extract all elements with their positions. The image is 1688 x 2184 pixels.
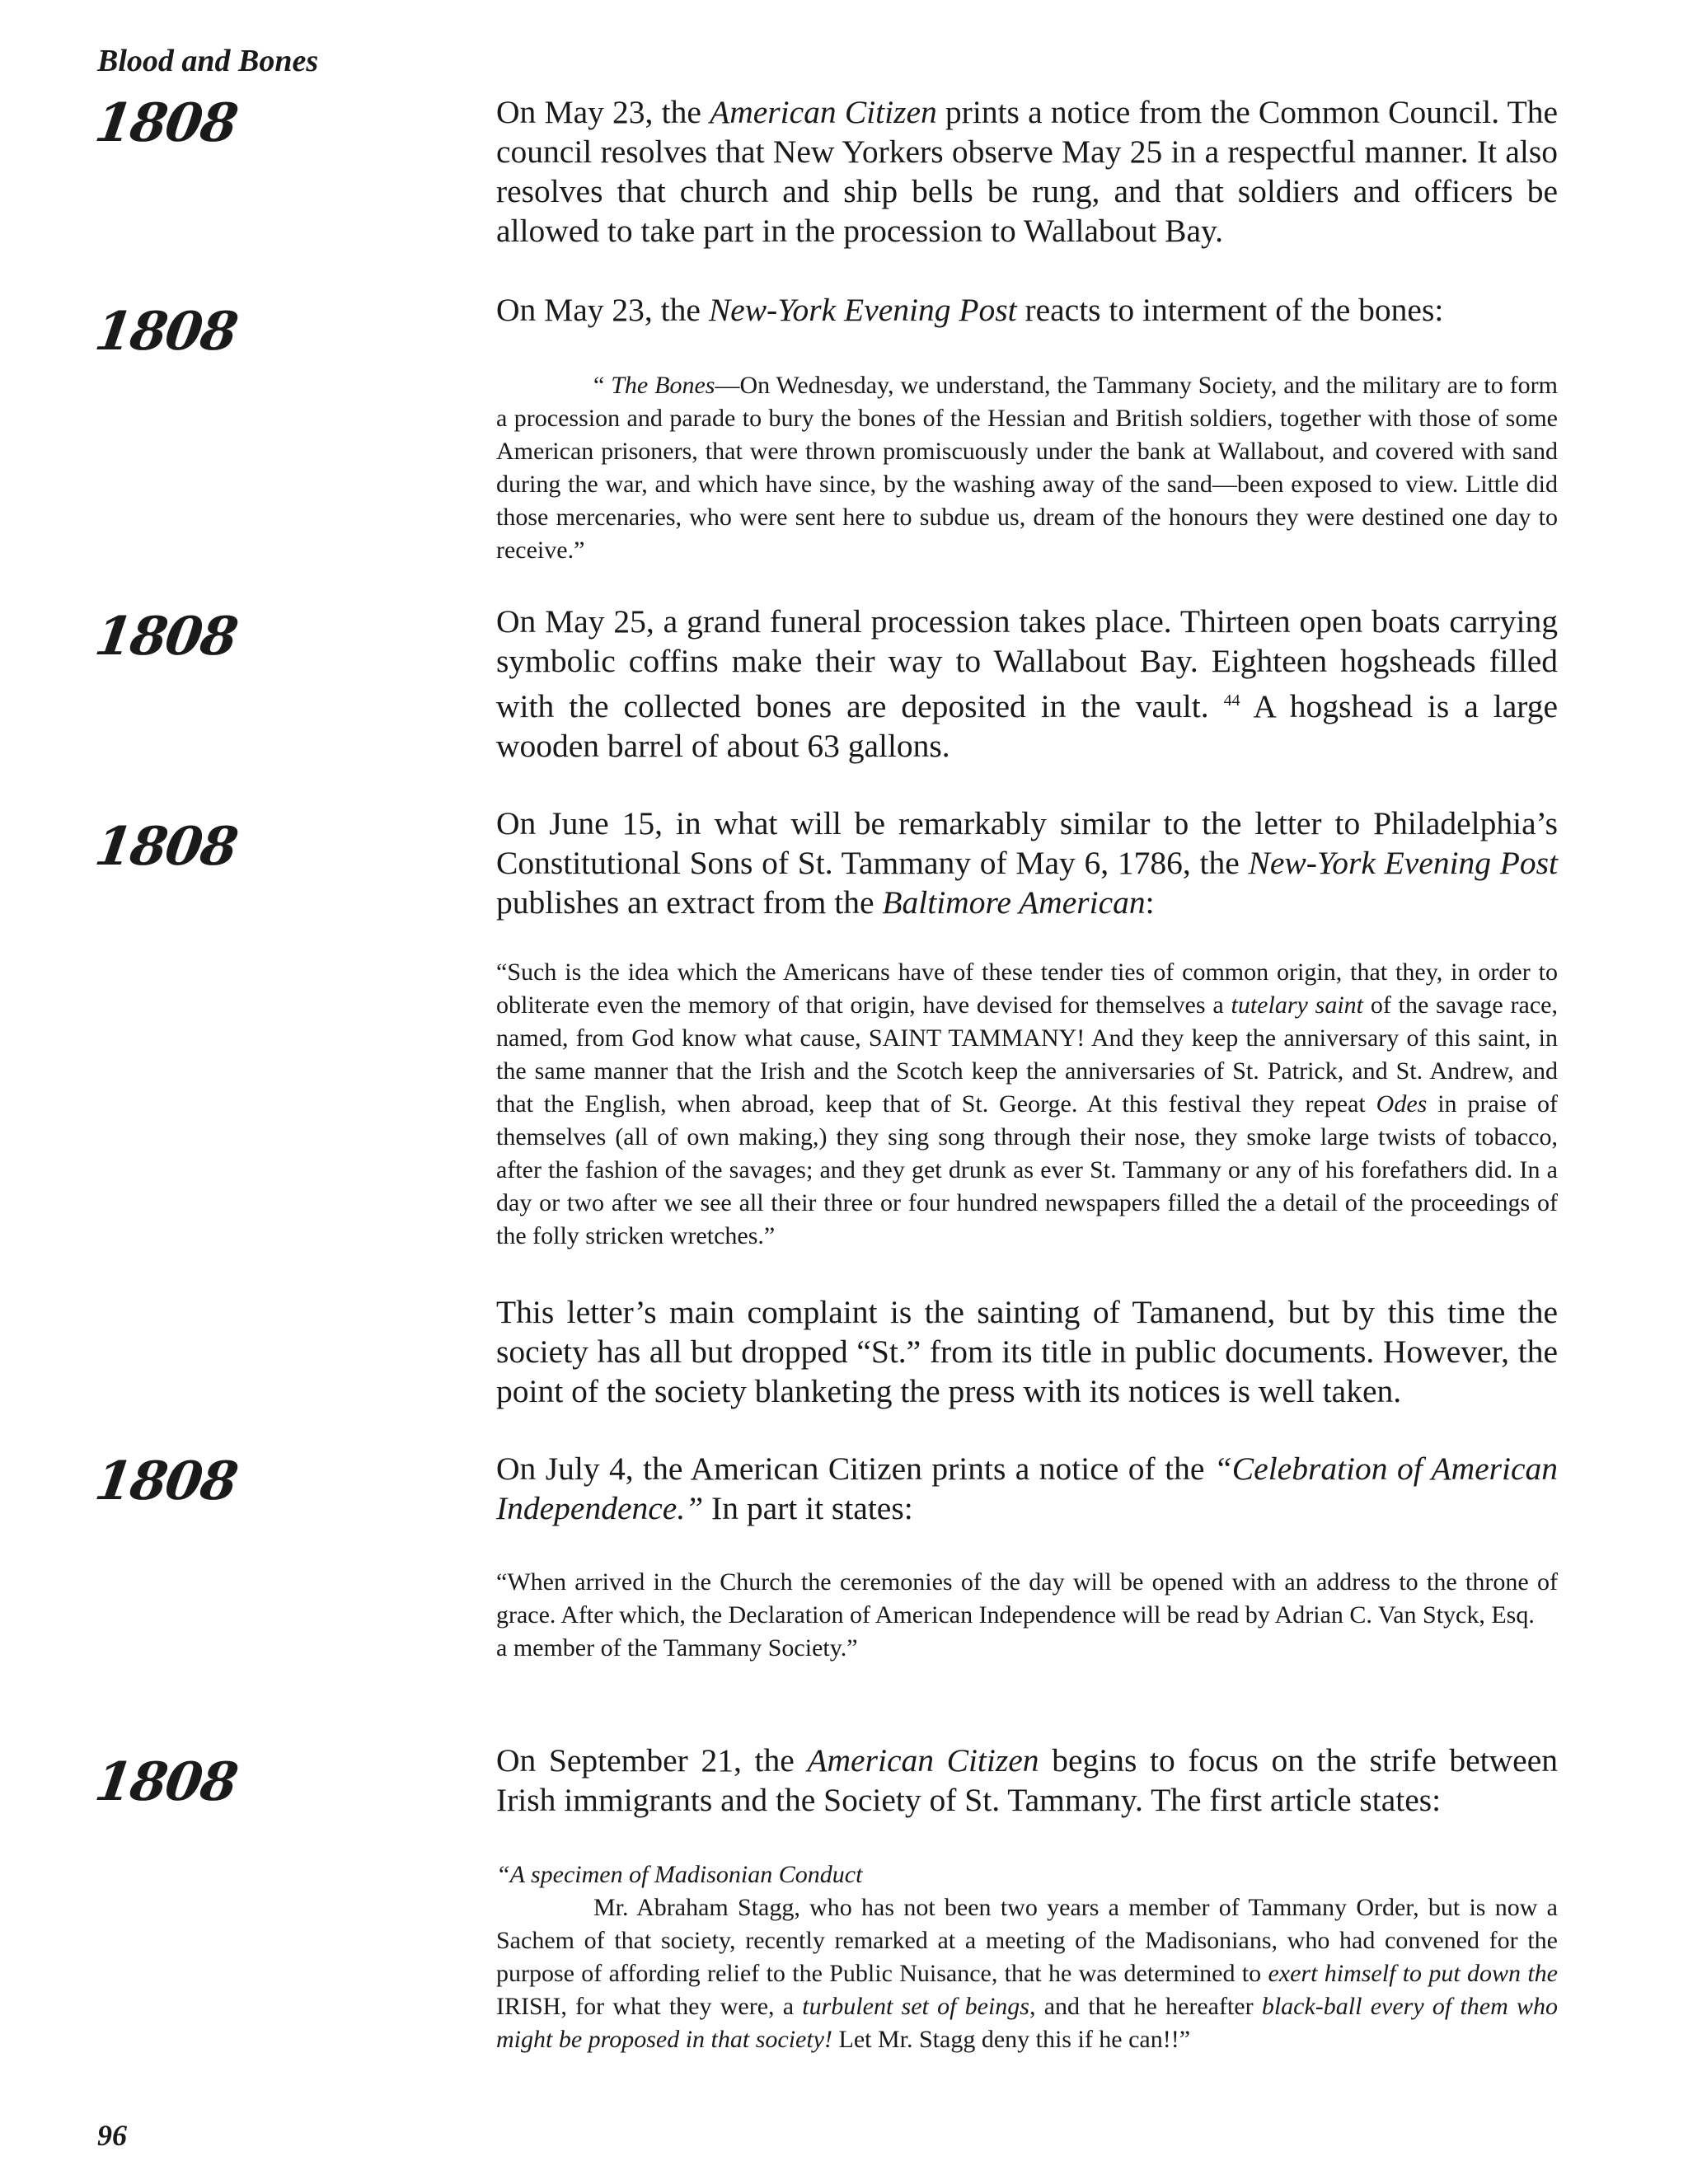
- entry-paragraph: On May 23, the New-York Evening Post reacts to interment of the bones:: [496, 292, 1444, 328]
- year-label: 1808: [91, 92, 241, 154]
- block-quote: “When arrived in the Church the ceremonies of the day will be opened with an address to the throne of grace. After which, the Declaration of American Independence will be read by Adrian C. Van Styck, Esq. a member of the Tammany Society.”: [496, 1568, 1558, 1661]
- block-quote: “A specimen of Madisonian Conduct Mr. Abraham Stagg, who has not been two years a member of Tammany Order, but is now a Sachem of that society, recently remarked at a meeting of the Madisonians, who had convened for the purpose of affording relief to the Public Nuisance, that he was determined to exert himself to put down the IRISH, for what they were, a turbulent set of beings, and that he hereafter black-ball every of them who might be proposed in that society! Let Mr. Stagg deny this if he can!!”: [496, 1861, 1559, 2053]
- entry-paragraph: On September 21, the American Citizen begins to focus on the strife between Irish immigrants and the Society of St. Tammany. The first article states:: [496, 1742, 1558, 1818]
- year-label: 1808: [91, 1751, 241, 1813]
- year-label: 1808: [91, 816, 241, 878]
- entry-paragraph: On May 25, a grand funeral procession takes place. Thirteen open boats carrying symbolic coffins make their way to Wallabout Bay. Eighteen hogsheads filled with the collected bones are deposited in the vault. $^{44}$ A hogshead is a large wooden barrel of about 63 gallons.: [496, 603, 1559, 764]
- entry-paragraph: On July 4, the American Citizen prints a notice of the “Celebration of American Independence.” In part it states:: [496, 1451, 1559, 1526]
- block-quote: “Such is the idea which the Americans have of these tender ties of common origin, that they, in order to obliterate even the memory of that origin, have devised for themselves a tutelary saint of the savage race, named, from God know what cause, SAINT TAMMANY! And they keep the anniversary of this saint, in the same manner that the Irish and the Scotch keep the anniversaries of St. Patrick, and St. Andrew, and that the English, when abroad, keep that of St. George. At this festival they repeat Odes in praise of themselves (all of own making,) they sing song through their nose, they smoke large twists of tobacco, after the fashion of the savages; and they get drunk as ever St. Tammany or any of his forefathers did. In a day or two after we see all their three or four hundred newspapers filled the a detail of the proceedings of the folly stricken wretches.”: [496, 958, 1558, 1249]
- running-header: Blood and Bones: [97, 44, 319, 78]
- commentary-paragraph: This letter’s main complaint is the sainting of Tamanend, but by this time the society has all but dropped “St.” from its title in public documents. However, the point of the society blanketing the press with its notices is well taken.: [496, 1294, 1558, 1409]
- entry-paragraph: On June 15, in what will be remarkably similar to the letter to Philadelphia’s Constitutional Sons of St. Tammany of May 6, 1786, the New-York Evening Post publishes an extract from the Baltimore American:: [496, 805, 1559, 921]
- entry-paragraph: On May 23, the American Citizen prints a notice from the Common Council. The council resolves that New Yorkers observe May 25 in a respectful manner. It also resolves that church and ship bells be rung, and that soldiers and officers be allowed to take part in the procession to Wallabout Bay.: [496, 94, 1558, 249]
- year-label: 1808: [91, 1451, 241, 1512]
- year-label: 1808: [91, 301, 241, 363]
- footnote-marker: 44: [1223, 691, 1240, 710]
- year-label: 1808: [91, 606, 241, 668]
- page-number: 96: [97, 2119, 127, 2152]
- block-quote: “ The Bones—On Wednesday, we understand, the Tammany Society, and the military are to form a procession and parade to bury the bones of the Hessian and British soldiers, together with those of some American prisoners, that were thrown promiscuously under the bank at Wallabout, and covered with sand during the war, and which have since, by the washing away of the sand—been exposed to view. Little did those mercenaries, who were sent here to subdue us, dream of the honours they were destined one day to receive.”: [496, 372, 1558, 564]
